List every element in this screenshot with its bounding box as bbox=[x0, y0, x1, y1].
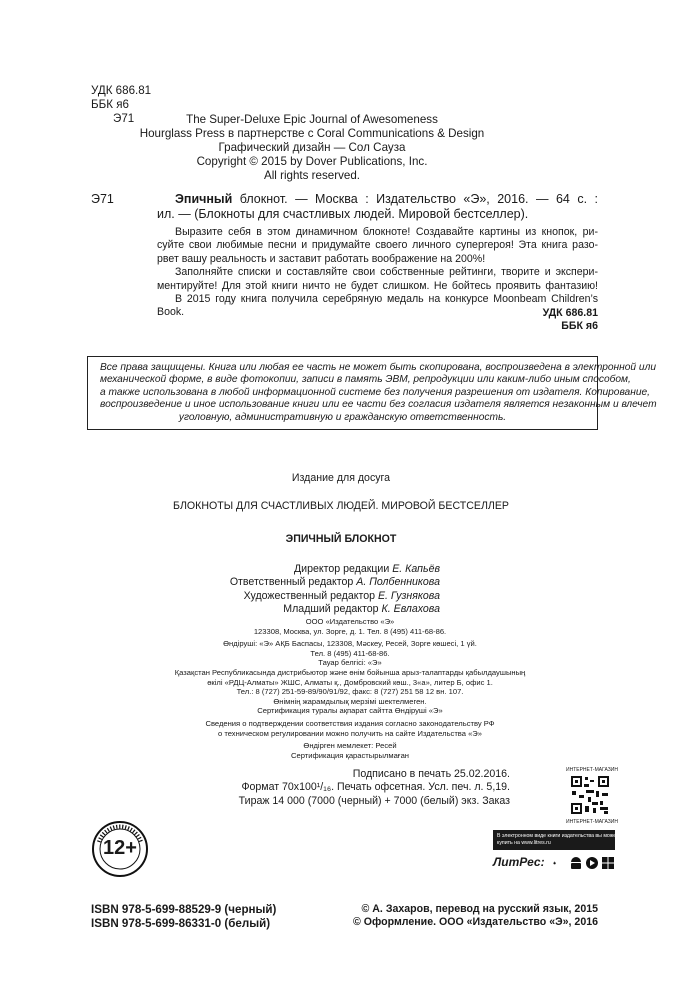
annotation-p1-l3: рвет вашу реальность и заставит работать воображение на 200%! bbox=[157, 252, 486, 265]
age-rating-badge bbox=[91, 820, 149, 878]
design-copyright: © Оформление. ООО «Издательство «Э», 2016 bbox=[353, 916, 598, 929]
windows-icon bbox=[601, 856, 615, 870]
bib-udk: УДК 686.81 bbox=[542, 307, 598, 319]
rights-reserved: All rights reserved. bbox=[263, 169, 360, 182]
isbn-black: ISBN 978-5-699-88529-9 (черный) bbox=[91, 903, 277, 916]
imprint-origin-line: Өндірген мемлекет: Ресей bbox=[303, 741, 397, 751]
staff-row bbox=[170, 603, 440, 616]
litres-banner-line: В электронном виде книги издательства вы можете bbox=[497, 833, 622, 839]
litres-banner bbox=[493, 830, 622, 850]
publisher-imprint bbox=[150, 617, 550, 760]
imprint-cert-line: Сведения о подтверждении соответствия издания согласно законодательству РФ bbox=[205, 718, 495, 728]
staff-row bbox=[170, 563, 440, 576]
isbn-white: ISBN 978-5-699-86331-0 (белый) bbox=[91, 917, 271, 930]
rights-notice-box bbox=[87, 356, 657, 430]
design-credit: Графический дизайн — Сол Сауза bbox=[218, 141, 406, 154]
print-info bbox=[220, 768, 510, 808]
author-code: Э71 bbox=[113, 112, 135, 125]
imprint-kz-line: Тел.: 8 (727) 251-59-89/90/91/92, факс: 8 (727) 251 58 12 вн. 107. bbox=[236, 687, 464, 697]
qr-code-block bbox=[566, 767, 618, 827]
imprint-ru-line: ООО «Издательство «Э» bbox=[305, 617, 395, 626]
annotation-p1-l2: суйте свои любимые песни и придумайте своего личного супергероя! Эта книга разо- bbox=[157, 239, 598, 252]
age-rating-text: 12+ bbox=[103, 837, 137, 859]
staff-name: Е. Гузнякова bbox=[377, 589, 440, 602]
imprint-cert-line: о техническом регулировании можно получить на сайте Издательства «Э» bbox=[218, 728, 482, 738]
staff-row bbox=[170, 590, 440, 603]
staff-name: А. Полбенникова bbox=[356, 576, 440, 589]
annotation-p2-l1: Заполняйте списки и составляйте свои собственные рейтинги, творите и экспери- bbox=[175, 266, 598, 279]
print-format: Формат 70x100¹/₁₆. Печать офсетная. Усл. печ. л. 5,19. bbox=[241, 781, 510, 794]
litres-block bbox=[493, 830, 622, 890]
bib-bbk: ББК я6 bbox=[561, 320, 598, 333]
android-icon bbox=[569, 856, 583, 870]
imprint-origin-line: Сертификация қарастырылмаған bbox=[291, 750, 409, 760]
edition-type: Издание для досуга bbox=[291, 472, 391, 484]
apple-icon bbox=[553, 856, 567, 870]
annotation-p2-l2: ментируйте! Для этой книги ничто не будет слишком. Не бойтесь проявить фантазию! bbox=[157, 279, 598, 292]
annotation-p1-l1: Выразите себя в этом динамичном блокноте! Создавайте картины из кнопок, ри- bbox=[175, 226, 598, 238]
bibliographic-record bbox=[157, 192, 598, 320]
isbn-block bbox=[91, 903, 276, 931]
staff-role: Ответственный редактор bbox=[229, 576, 357, 589]
staff-name: Е. Капьёв bbox=[392, 563, 440, 575]
imprint-kz-line: Сертификация туралы ақпарат сайтта Өндіруші «Э» bbox=[257, 706, 443, 716]
bib-udk-block bbox=[480, 307, 598, 334]
editorial-staff bbox=[170, 563, 440, 617]
partner-line: Hourglass Press в партнерстве с Coral Communications & Design bbox=[139, 127, 485, 140]
store-icons bbox=[553, 856, 615, 870]
copyright-original: Copyright © 2015 by Dover Publications, Inc. bbox=[196, 155, 428, 168]
udk-code: УДК 686.81 bbox=[91, 84, 152, 97]
qr-code-icon bbox=[570, 775, 610, 815]
imprint-kz-line: Тел. 8 (495) 411-68-86. bbox=[310, 648, 390, 658]
rights-line: а также использована в любой информационной системе без получения разрешения от издателя. Копирование, bbox=[100, 386, 650, 398]
series-name: БЛОКНОТЫ ДЛЯ СЧАСТЛИВЫХ ЛЮДЕЙ. МИРОВОЙ БЕСТСЕЛЛЕР bbox=[173, 500, 509, 512]
staff-role: Директор редакции bbox=[294, 563, 393, 575]
credits-block bbox=[112, 113, 512, 183]
imprint-kz-line: Қазақстан Республикасында дистрибьютор және өнім бойынша арыз-талаптарды қабылдаушының bbox=[174, 667, 526, 677]
original-title: The Super-Deluxe Epic Journal of Awesomeness bbox=[186, 113, 438, 126]
signed-date: Подписано в печать 25.02.2016. bbox=[352, 768, 510, 780]
litres-logo: ЛитРес: bbox=[493, 855, 545, 869]
imprint-kz-line: Өндіруші: «Э» АҚБ Баспасы, 123308, Мәскеу, Ресей, Зорге көшесі, 1 үй. bbox=[223, 639, 477, 649]
bib-line-1-rest: блокнот. — Москва : Издательство «Э», 2016. — 64 с. : bbox=[232, 192, 598, 206]
staff-role: Художественный редактор bbox=[243, 589, 378, 602]
bib-title-bold: Эпичный bbox=[175, 192, 233, 206]
bib-author-code: Э71 bbox=[91, 192, 114, 206]
staff-name: К. Евлахова bbox=[381, 603, 440, 616]
qr-top-label: ИНТЕРНЕТ-МАГАЗИН bbox=[566, 767, 618, 773]
staff-role: Младший редактор bbox=[283, 603, 382, 616]
imprint-kz-line: өкілі «РДЦ-Алматы» ЖШС, Алматы қ., Домбровский көш., 3«а», литер Б, офис 1. bbox=[207, 677, 493, 687]
rights-line: механической форме, в виде фотокопии, записи в память ЭВМ, репродукции или каким-либо иным способом, bbox=[100, 374, 631, 386]
copyright-block bbox=[322, 903, 598, 930]
rights-line: уголовную, административную и гражданскую ответственность. bbox=[178, 411, 507, 423]
imprint-kz-line: Тауар белгісі: «Э» bbox=[318, 658, 382, 668]
bib-line-1 bbox=[157, 192, 598, 207]
bib-line-2: ил. — (Блокноты для счастливых людей. Мировой бестселлер). bbox=[157, 207, 529, 221]
book-title: ЭПИЧНЫЙ БЛОКНОТ bbox=[285, 533, 397, 545]
play-icon bbox=[585, 856, 599, 870]
rights-line: воспроизведение и иное использование книги или ее части без согласия издателя является незаконным и влечет bbox=[100, 399, 657, 411]
qr-bottom-label: ИНТЕРНЕТ-МАГАЗИН bbox=[566, 819, 618, 825]
litres-banner-line: купить на www.litres.ru bbox=[497, 840, 551, 846]
imprint-kz-line: Өнімнің жарамдылық мерзімі шектелмеген. bbox=[273, 696, 427, 706]
rights-line: Все права защищены. Книга или любая ее часть не может быть скопирована, воспроизведена в электронной или bbox=[100, 362, 656, 373]
annotation-p3-l2: Book. bbox=[157, 306, 185, 319]
bbk-code: ББК я6 bbox=[91, 98, 129, 111]
imprint-ru-line: 123308, Москва, ул. Зорге, д. 1. Тел. 8 (495) 411-68-86. bbox=[253, 626, 447, 636]
staff-row bbox=[170, 576, 440, 589]
annotation-p3-l1: В 2015 году книга получила серебряную медаль на конкурсе Moonbeam Children’s bbox=[175, 293, 598, 306]
translation-copyright: © А. Захаров, перевод на русский язык, 2015 bbox=[361, 903, 598, 915]
print-run: Тираж 14 000 (7000 (черный) + 7000 (белый) экз. Заказ bbox=[238, 794, 510, 807]
